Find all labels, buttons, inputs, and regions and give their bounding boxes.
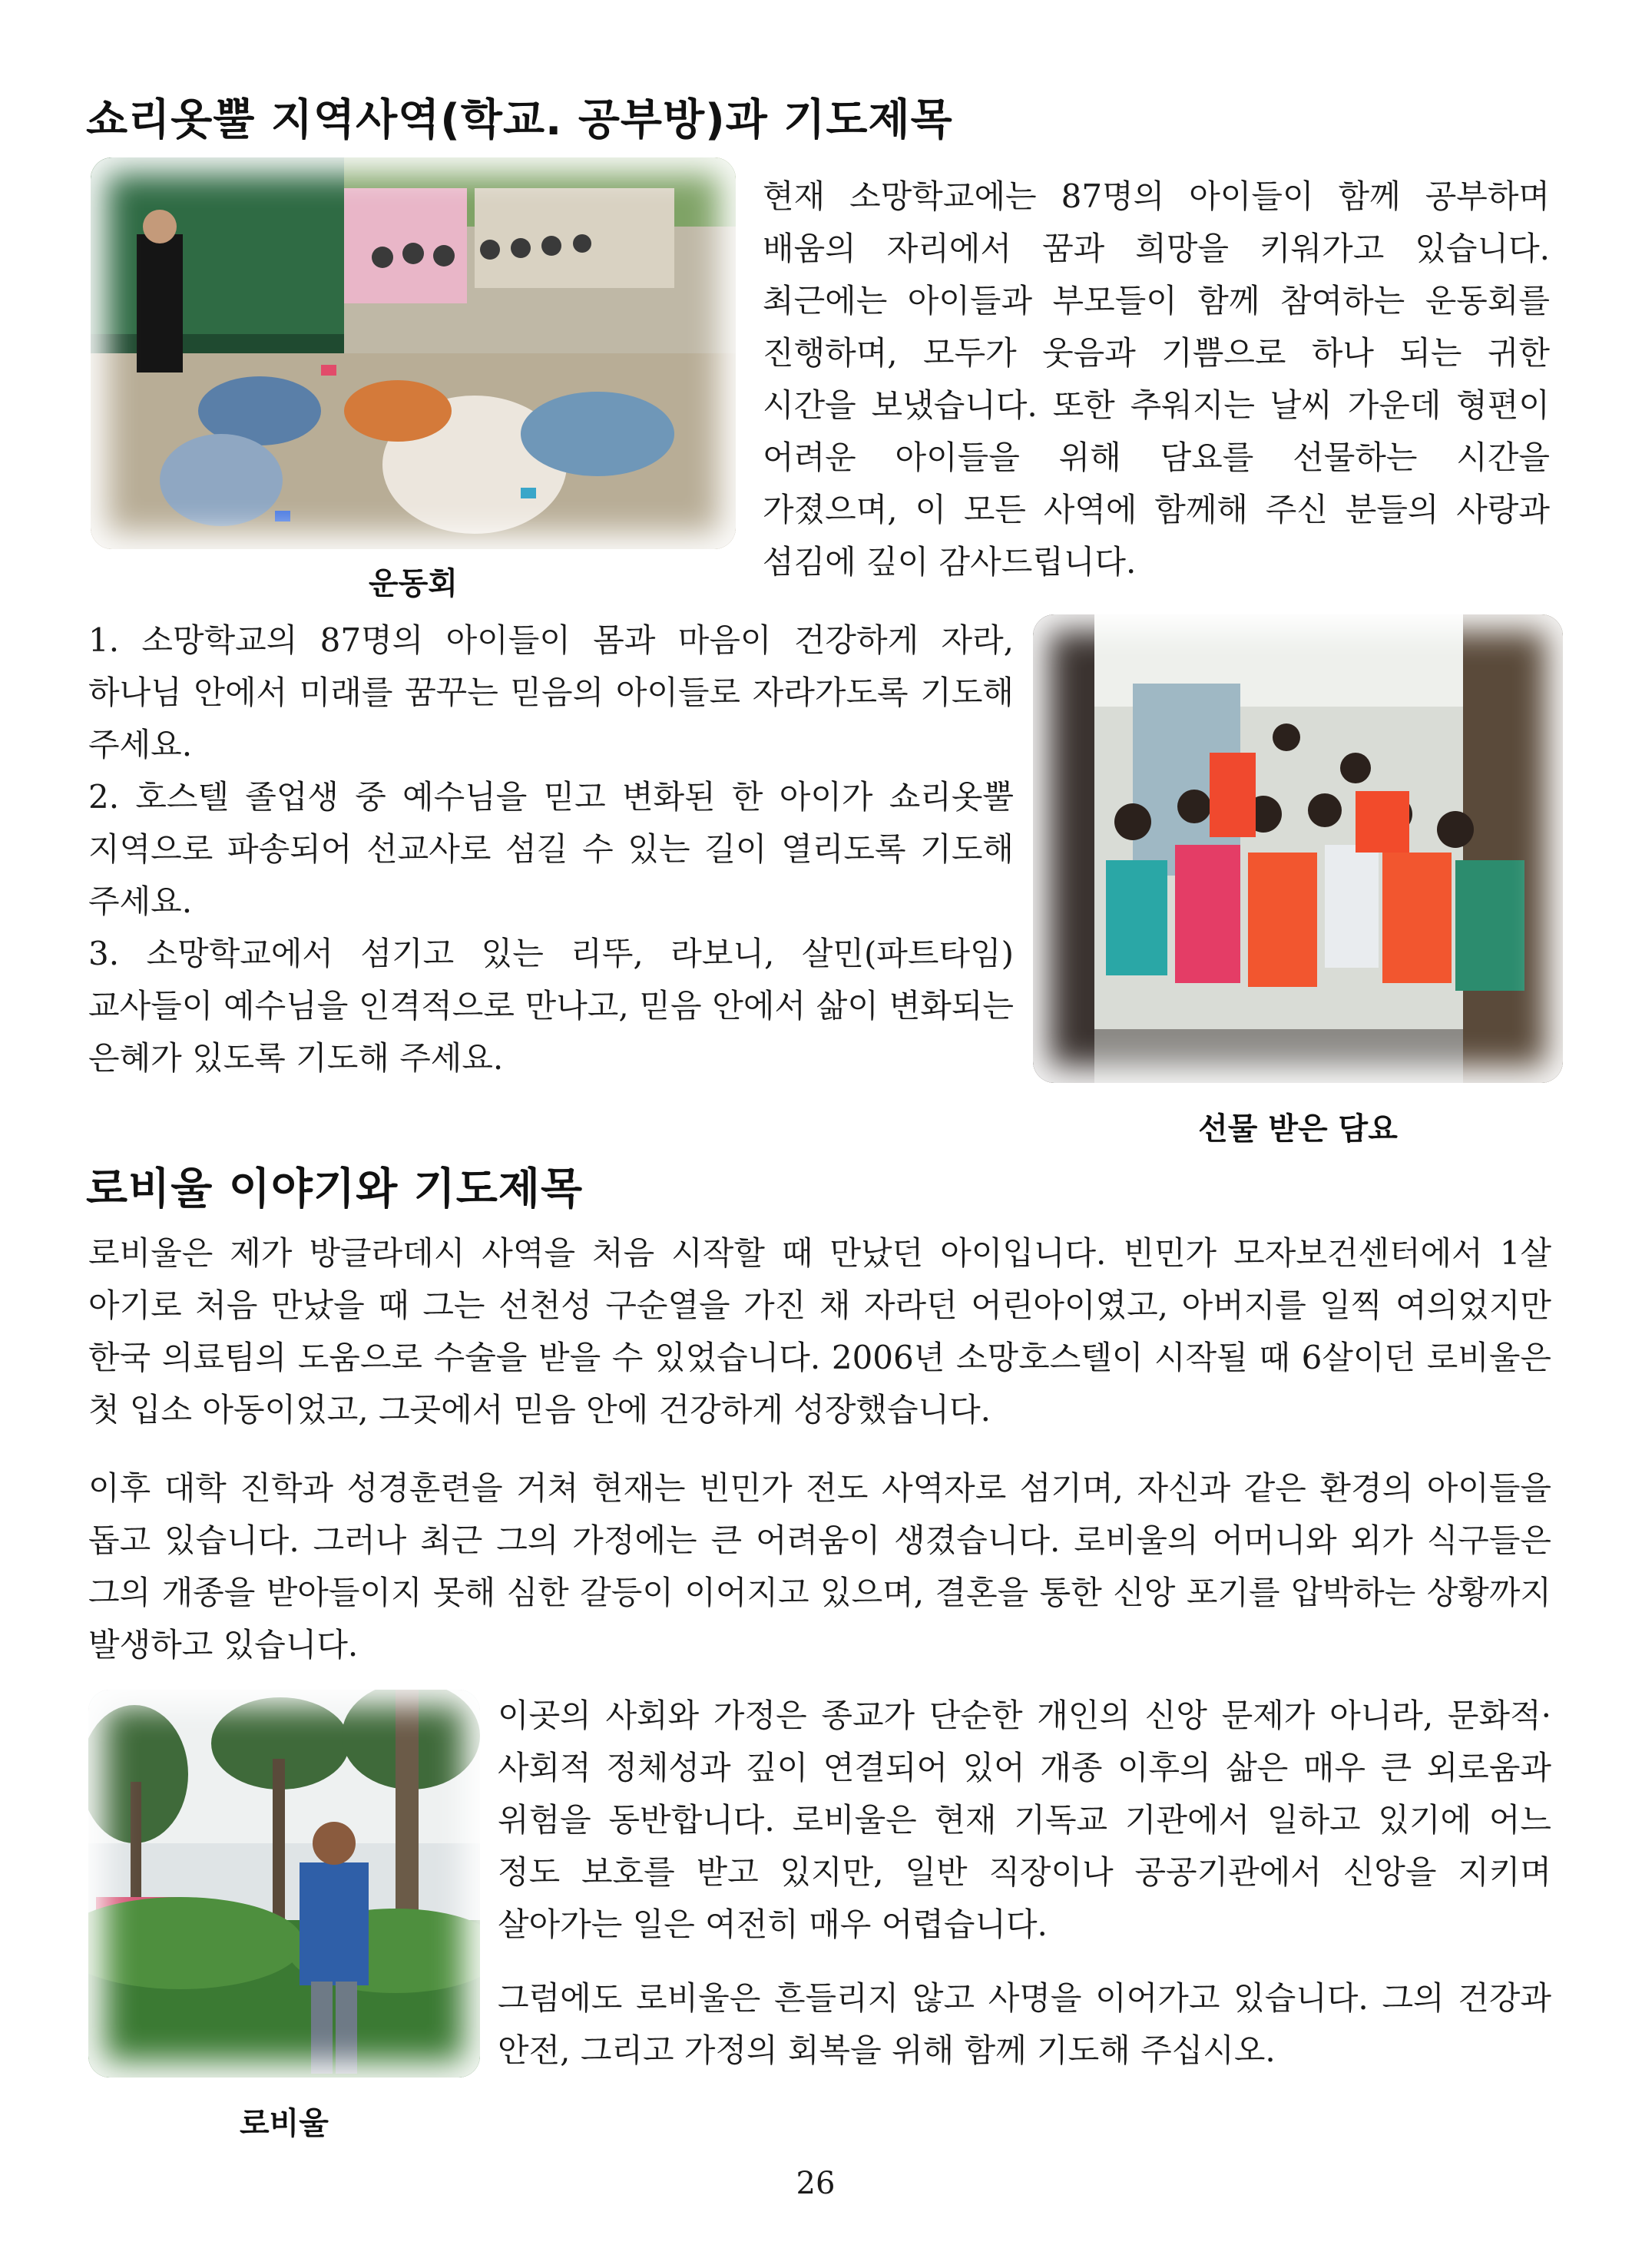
blanket-gift-photo	[1033, 614, 1563, 1083]
robiul-caption: 로비울	[240, 2106, 329, 2141]
prayer-list	[88, 614, 1014, 1084]
story-paragraph-3: 이곳의 사회와 가정은 종교가 단순한 개인의 신앙 문제가 아니라, 문화적·사회적 정체성과 깊이 연결되어 있어 개종 이후의 삶은 매우 큰 외로움과 위험을 동반합니다. 로비울은 현재 기독교 기관에서 일하고 있기에 어느 정도 보호를 받고 있지만, 일반 직장이나 공공기관에서 신앙을 지키며 살아가는 일은 여전히 매우 어렵습니다.	[498, 1697, 1551, 1943]
section1-title: 쇼리옷뿔 지역사역(학교. 공부방)과 기도제목	[86, 95, 953, 145]
robiul-photo	[88, 1690, 480, 2078]
story-paragraph-1: 로비울은 제가 방글라데시 사역을 처음 시작할 때 만났던 아이입니다. 빈민가 모자보건센터에서 1살 아기로 처음 만났을 때 그는 선천성 구순열을 가진 채 자라던 어린아이였고, 아버지를 일찍 여의었지만 한국 의료팀의 도움으로 수술을 받을 수 있었습니다. 2006년 소망호스텔이 시작될 때 6살이던 로비울은 첫 입소 아동이었고, 그곳에서 믿음 안에 건강하게 성장했습니다.	[88, 1234, 1551, 1429]
page-number: 26	[796, 2166, 836, 2201]
sports-day-photo	[91, 157, 736, 549]
section2-title: 로비울 이야기와 기도제목	[86, 1164, 584, 1214]
prayer-item: 1. 소망학교의 87명의 아이들이 몸과 마음이 건강하게 자라, 하나님 안에서 미래를 꿈꾸는 믿음의 아이들로 자라가도록 기도해 주세요.	[88, 621, 1014, 763]
story-paragraph-2: 이후 대학 진학과 성경훈련을 거쳐 현재는 빈민가 전도 사역자로 섬기며, 자신과 같은 환경의 아이들을 돕고 있습니다. 그러나 최근 그의 가정에는 큰 어려움이 생겼습니다. 로비울의 어머니와 외가 식구들은 그의 개종을 받아들이지 못해 심한 갈등이 이어지고 있으며, 결혼을 통한 신앙 포기를 압박하는 상황까지 발생하고 있습니다.	[88, 1469, 1551, 1664]
blanket-gift-caption: 선물 받은 담요	[1198, 1111, 1398, 1147]
prayer-item: 2. 호스텔 졸업생 중 예수님을 믿고 변화된 한 아이가 쇼리옷뿔 지역으로 파송되어 선교사로 섬길 수 있는 길이 열리도록 기도해 주세요.	[88, 778, 1014, 920]
sports-day-caption: 운동회	[369, 566, 458, 601]
prayer-item: 3. 소망학교에서 섬기고 있는 리뚜, 라보니, 살민(파트타임) 교사들이 예수님을 인격적으로 만나고, 믿음 안에서 삶이 변화되는 은혜가 있도록 기도해 주세요.	[88, 935, 1014, 1077]
story-paragraph-4: 그럼에도 로비울은 흔들리지 않고 사명을 이어가고 있습니다. 그의 건강과 안전, 그리고 가정의 회복을 위해 함께 기도해 주십시오.	[498, 1979, 1551, 2069]
section1-intro: 현재 소망학교에는 87명의 아이들이 함께 공부하며 배움의 자리에서 꿈과 희망을 키워가고 있습니다. 최근에는 아이들과 부모들이 함께 참여하는 운동회를 진행하며, 모두가 웃음과 기쁨으로 하나 되는 귀한 시간을 보냈습니다. 또한 추워지는 날씨 가운데 형편이 어려운 아이들을 위해 담요를 선물하는 시간을 가졌으며, 이 모든 사역에 함께해 주신 분들의 사랑과 섬김에 깊이 감사드립니다.	[763, 177, 1550, 581]
